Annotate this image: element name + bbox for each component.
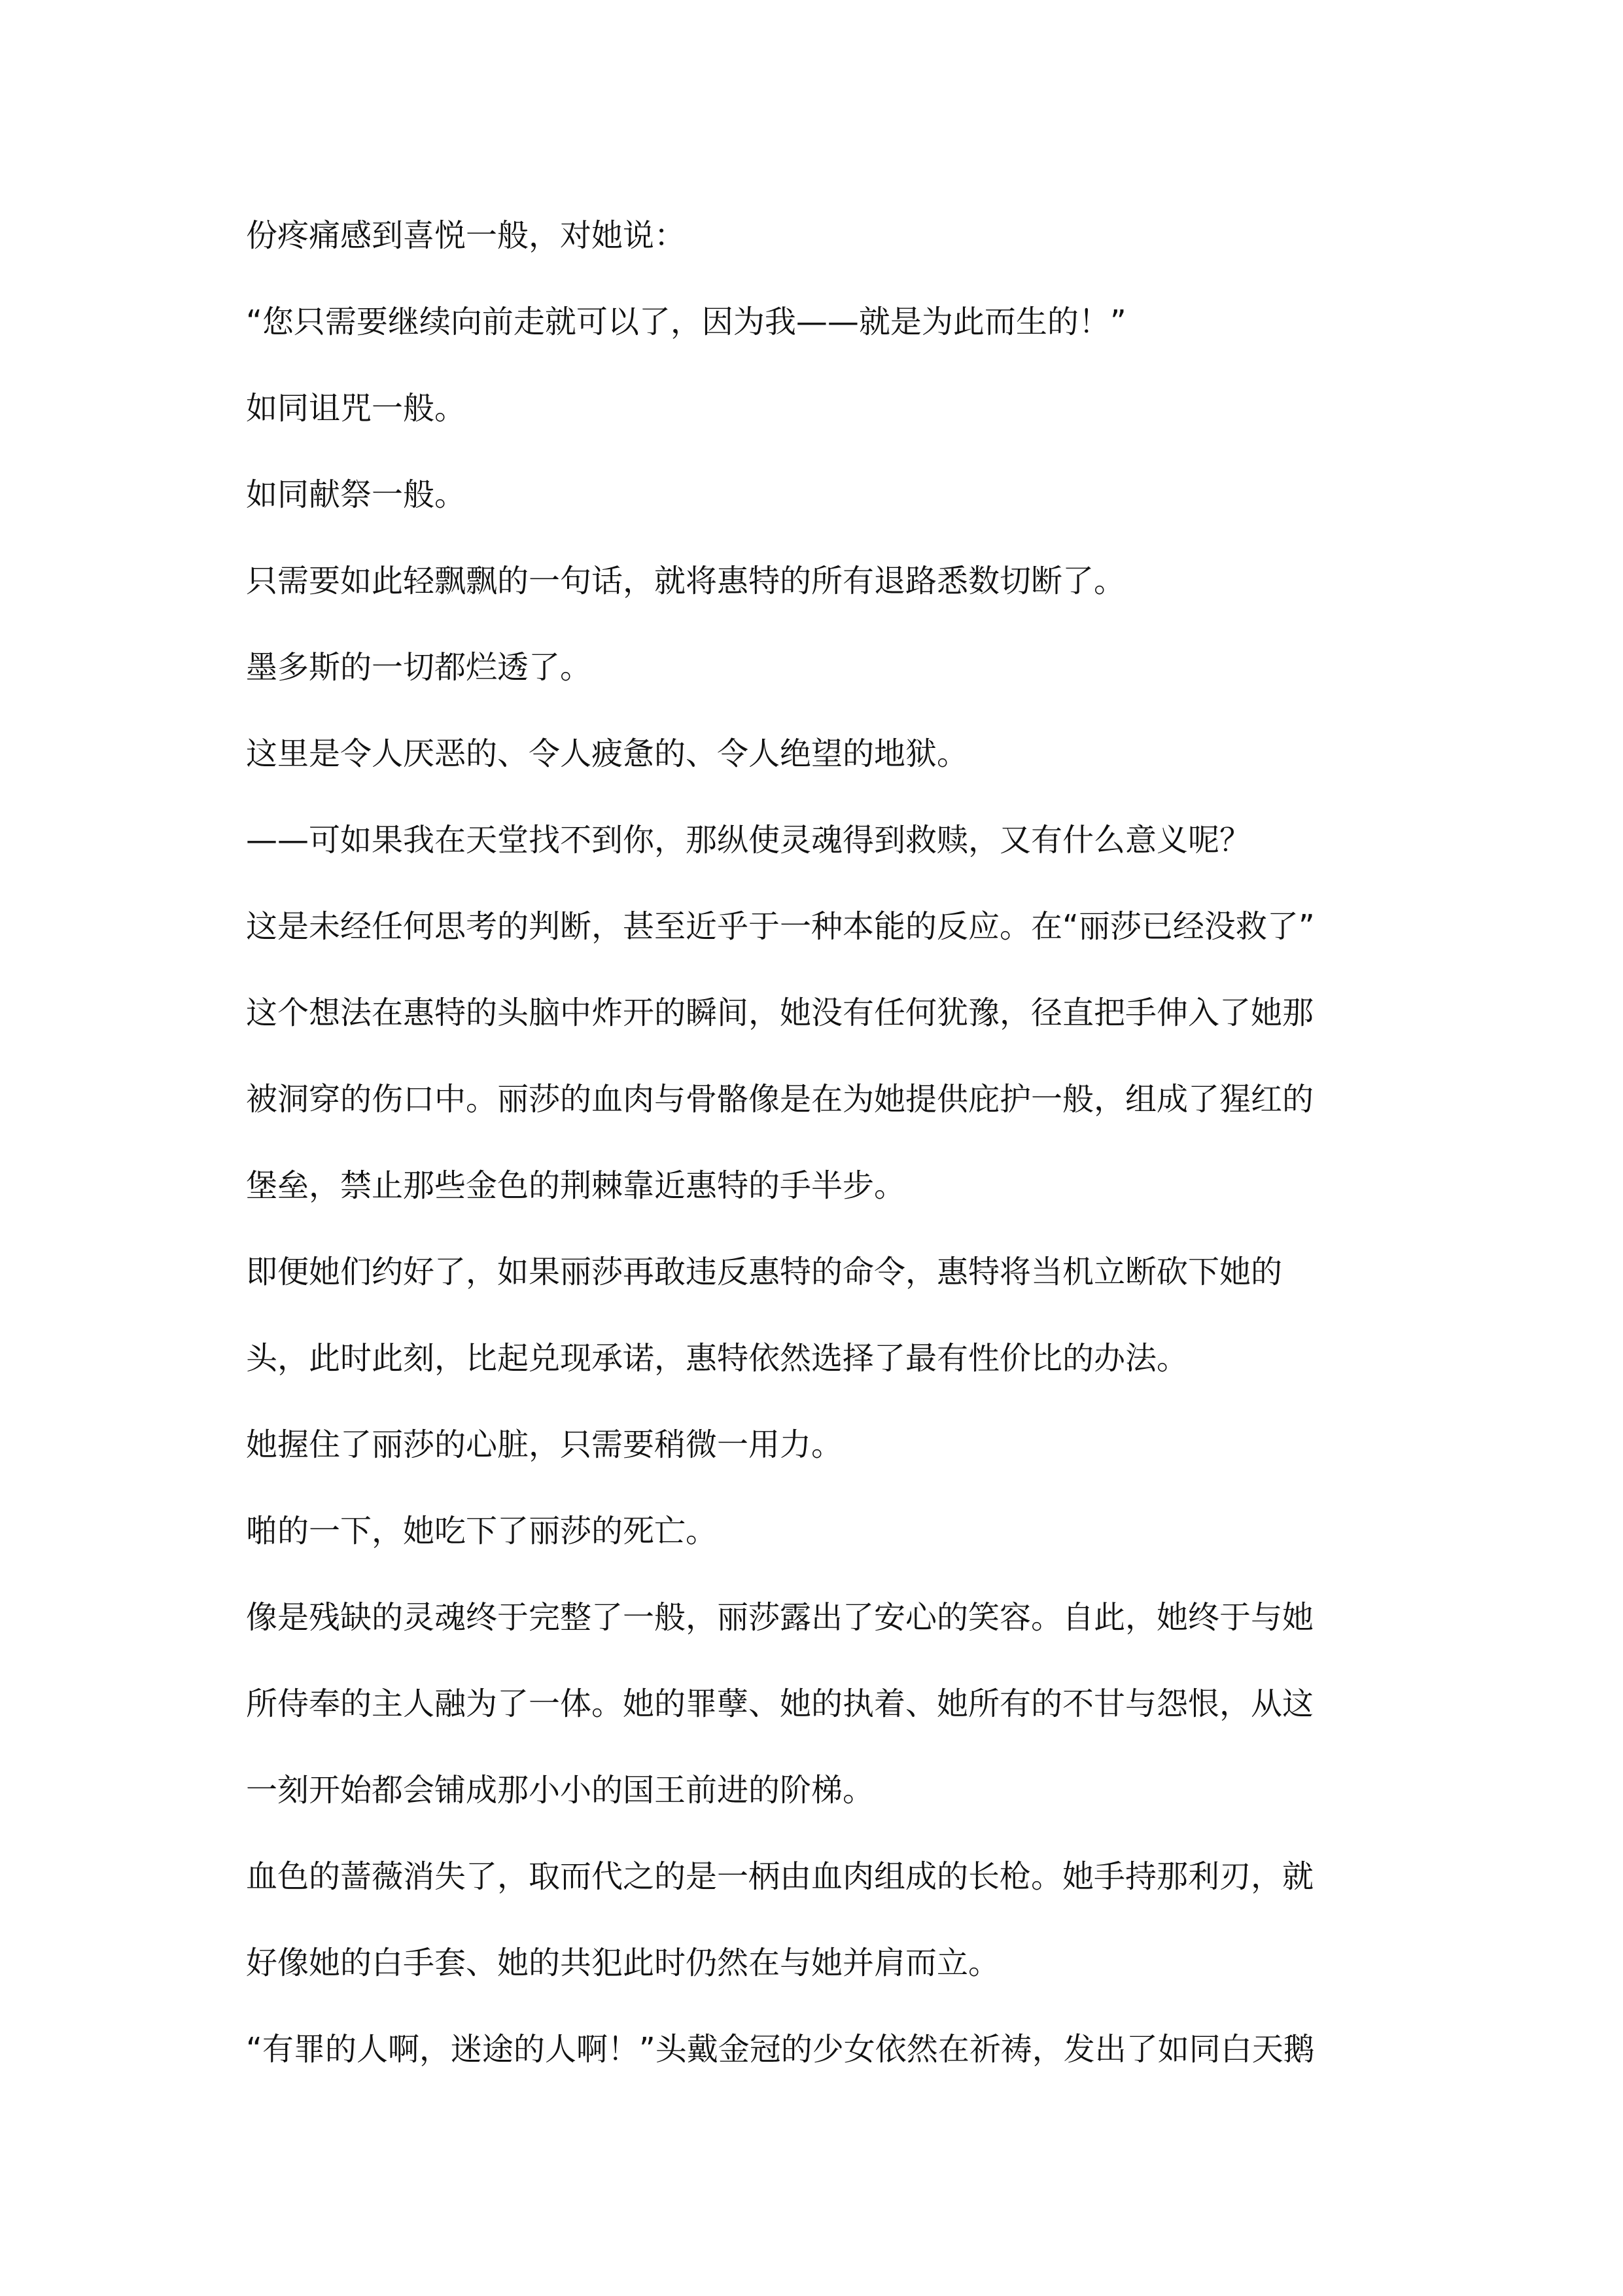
text-line-2: “您只需要继续向前走就可以了，因为我——就是为此而生的！”: [246, 304, 1126, 340]
text-line-15: 她握住了丽莎的心脏，只需要稍微一用力。: [246, 1426, 843, 1463]
text-line-5: 只需要如此轻飘飘的一句话，就将惠特的所有退路悉数切断了。: [246, 563, 1126, 599]
text-line-13: 即便她们约好了，如果丽莎再敢违反惠特的命令，惠特将当机立断砍下她的: [246, 1254, 1283, 1290]
text-line-18: 所侍奉的主人融为了一体。她的罪孽、她的执着、她所有的不甘与怨恨，从这: [246, 1686, 1314, 1722]
text-line-14: 头，此时此刻，比起兑现承诺，惠特依然选择了最有性价比的办法。: [246, 1340, 1189, 1377]
text-line-10: 这个想法在惠特的头脑中炸开的瞬间，她没有任何犹豫，径直把手伸入了她那: [246, 995, 1314, 1031]
text-line-9: 这是未经任何思考的判断，甚至近乎于一种本能的反应。在“丽莎已经没救了”: [246, 908, 1315, 945]
text-line-17: 像是残缺的灵魂终于完整了一般，丽莎露出了安心的笑容。自此，她终于与她: [246, 1599, 1314, 1636]
text-line-6: 墨多斯的一切都烂透了。: [246, 649, 592, 686]
text-line-22: “有罪的人啊，迷途的人啊！”头戴金冠的少女依然在祈祷，发出了如同白天鹅: [246, 2031, 1315, 2068]
text-line-3: 如同诅咒一般。: [246, 390, 466, 427]
text-line-21: 好像她的白手套、她的共犯此时仍然在与她并肩而立。: [246, 1945, 1000, 1981]
text-line-12: 堡垒，禁止那些金色的荆棘靠近惠特的手半步。: [246, 1167, 906, 1204]
text-line-4: 如同献祭一般。: [246, 476, 466, 513]
text-line-11: 被洞穿的伤口中。丽莎的血肉与骨骼像是在为她提供庇护一般，组成了猩红的: [246, 1081, 1314, 1118]
text-line-16: 啪的一下，她吃下了丽莎的死亡。: [246, 1513, 718, 1549]
text-line-20: 血色的蔷薇消失了，取而代之的是一柄由血肉组成的长枪。她手持那利刃，就: [246, 1858, 1314, 1895]
text-line-19: 一刻开始都会铺成那小小的国王前进的阶梯。: [246, 1772, 875, 1809]
text-line-7: 这里是令人厌恶的、令人疲惫的、令人绝望的地狱。: [246, 735, 969, 772]
text-line-1: 份疼痛感到喜悦一般，对她说：: [246, 217, 686, 254]
text-line-8: ——可如果我在天堂找不到你，那纵使灵魂得到救赎，又有什么意义呢？: [246, 822, 1251, 858]
